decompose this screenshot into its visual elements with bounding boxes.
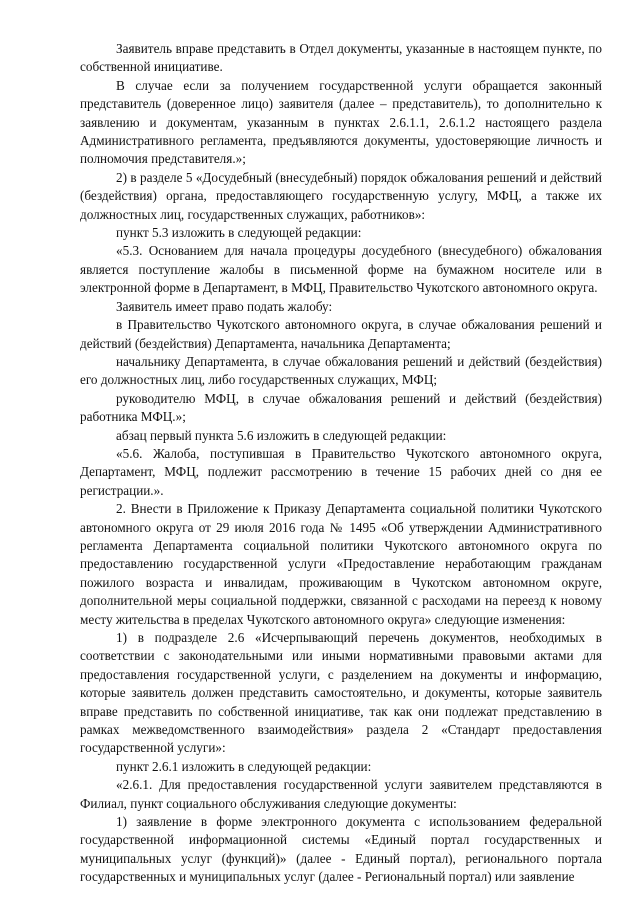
- paragraph: в Правительство Чукотского автономного округа, в случае обжалования решений и действий (бездействия) Департамента, начальника Департамента;: [80, 317, 602, 351]
- paragraph: «5.6. Жалоба, поступившая в Правительство Чукотского автономного округа, Департамент, МФЦ, подлежит рассмотрению в течение 15 рабочих дней со дня ее регистрации.».: [80, 445, 602, 498]
- paragraph: 1) в подразделе 2.6 «Исчерпывающий перечень документов, необходимых в соответствии с законодательными или иными нормативными правовыми актами для предоставления государственной услуги, с разделением на документы и информацию, которые заявитель должен представить самостоятельно, и документы, которые заявитель вправе представить по собственной инициативе, так как они подлежат представлению в рамках межведомственного взаимодействия» раздела 2 «Стандарт предоставления государственной услуги»:: [80, 630, 602, 756]
- paragraph: начальнику Департамента, в случае обжалования решений и действий (бездействия) его должностных лиц, либо государственных служащих, МФЦ;: [80, 353, 602, 388]
- paragraph: Заявитель имеет право подать жалобу:: [116, 298, 333, 314]
- paragraph: В случае если за получением государственной услуги обращается законный представитель (доверенное лицо) заявителя (далее – представитель), то дополнительно к заявлению и документам, указанным в пунктах 2.6.1.1, 2.6.1.2 настоящего раздела Административного регламента, предъявляются документы, удостоверяющие личность и полномочия представителя.»;: [80, 77, 602, 167]
- paragraph: пункт 5.3 изложить в следующей редакции:: [116, 225, 362, 241]
- paragraph: 1) заявление в форме электронного документа с использованием федеральной государственной информационной системы «Единый портал государственных и муниципальных услуг (функций)» (далее - Единый портал), регионального портала государственных и муниципальных услуг (далее - Региональный портал) или заявление: [80, 814, 602, 885]
- document-page: [80, 40, 602, 887]
- paragraph: Заявитель вправе представить в Отдел документы, указанные в настоящем пункте, по собственной инициативе.: [80, 41, 602, 75]
- paragraph: руководителю МФЦ, в случае обжалования решений и действий (бездействия) работника МФЦ.»;: [80, 390, 602, 425]
- paragraph: «2.6.1. Для предоставления государственной услуги заявителем представляются в Филиал, пункт социального обслуживания следующие документы:: [80, 777, 602, 811]
- paragraph: 2) в разделе 5 «Досудебный (внесудебный) порядок обжалования решений и действий (бездействия) органа, предоставляющего государственную услугу, МФЦ, а также их должностных лиц, государственных служащих, работников»:: [80, 169, 602, 222]
- paragraph: 2. Внести в Приложение к Приказу Департамента социальной политики Чукотского автономного округа от 29 июля 2016 года № 1495 «Об утверждении Административного регламента Департамента социальной политики Чукотского автономного округа по предоставлению государственной услуги «Предоставление неработающим гражданам пожилого возраста и инвалидам, проживающим в Чукотском автономном округе, дополнительной меры социальной поддержки, связанной с расходами на переезд к новому месту жительства в пределах Чукотского автономного округа» следующие изменения:: [80, 501, 602, 627]
- paragraph: абзац первый пункта 5.6 изложить в следующей редакции:: [116, 427, 447, 443]
- paragraph: «5.3. Основанием для начала процедуры досудебного (внесудебного) обжалования является поступление жалобы в письменной форме на бумажном носителе или в электронной форме в Департамент, в МФЦ, Правительство Чукотского автономного округа.: [80, 243, 602, 296]
- paragraph: пункт 2.6.1 изложить в следующей редакции:: [116, 758, 372, 774]
